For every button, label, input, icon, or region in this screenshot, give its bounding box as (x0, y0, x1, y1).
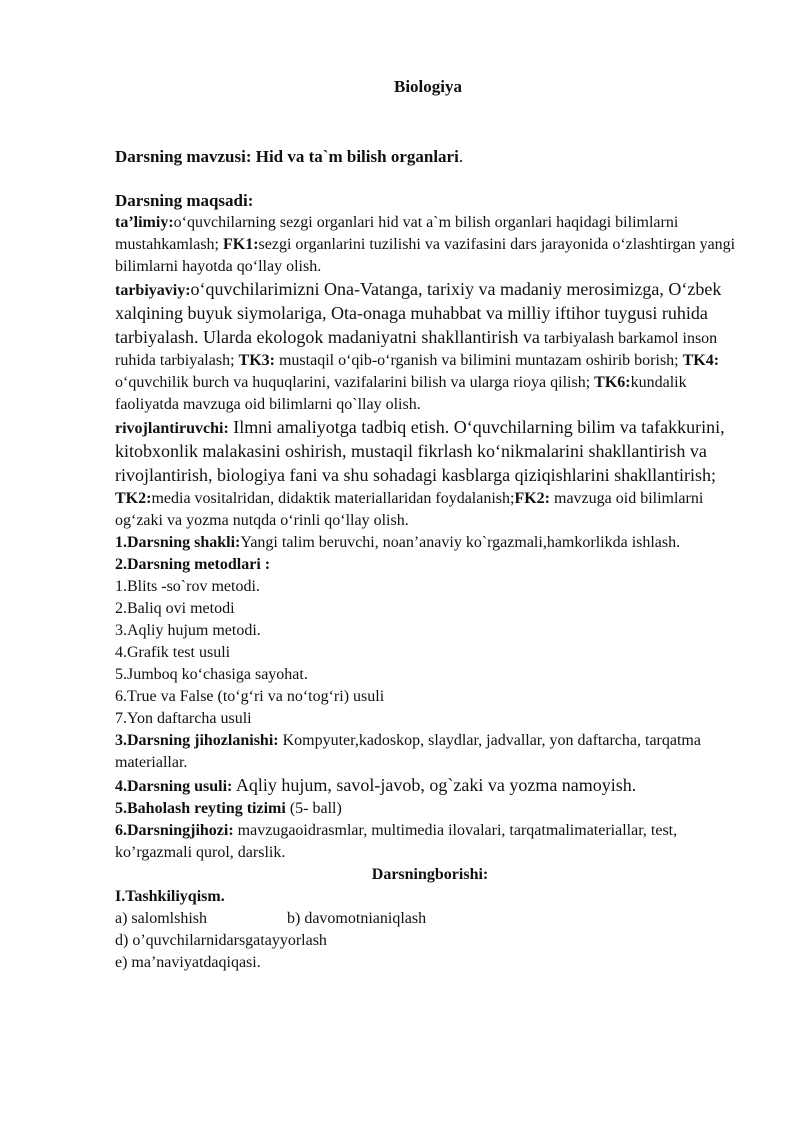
metodlari-label: 2.Darsning metodlari : (115, 556, 271, 573)
jihozlanishi-label: 3.Darsning jihozlanishi: (115, 732, 279, 749)
tarbiyaviy-text-2: tarbiyalash barkamol inson ruhida tarbiyalash; (115, 330, 718, 369)
method-item: 6.True va False (to‘g‘ri va no‘tog‘ri) usuli (115, 688, 385, 705)
talimiy-text: o‘quvchilarning sezgi organlari hid vat a`m bilish organlari haqidagi bilimlarni mustahkamlash; (115, 214, 679, 253)
method-item: 7.Yon daftarcha usuli (115, 710, 252, 727)
jihozi-text: mavzugaoidrasmlar, multimedia ilovalari, tarqatmalimateriallar, test, ko’rgazmali qurol, darslik. (115, 822, 678, 861)
fk2-label: FK2: (514, 490, 550, 507)
tarbiyaviy-paragraph (115, 278, 745, 416)
fk1-text: sezgi organlarini tuzilishi va vazifasini dars jarayonida o‘zlashtirgan yangi bilimlarni hayotda qo‘llay olish. (115, 236, 736, 275)
tarbiyaviy-label: tarbiyaviy: (115, 282, 191, 299)
talimiy-paragraph (115, 212, 745, 278)
tashkiliy-item-a: a) salomlshish (115, 910, 207, 927)
talimiy-label: ta’limiy: (115, 214, 174, 231)
jihozlanishi-text: Kompyuter,kadoskop, slaydlar, jadvallar, yon daftarcha, tarqatma materiallar. (115, 732, 701, 771)
topic-value: Hid va ta`m bilish organlari (255, 147, 459, 166)
baholash-label: 5.Baholash reyting tizimi (115, 800, 286, 817)
tashkiliy-label: I.Tashkiliyqism. (115, 888, 225, 905)
jihozlanishi-paragraph (115, 730, 745, 774)
document-title: Biologiya (393, 77, 462, 96)
method-item: 4.Grafik test usuli (115, 644, 231, 661)
topic-label: Darsning mavzusi: (115, 147, 252, 166)
borishi-heading: Darsningborishi: (371, 866, 489, 883)
usuli-label: 4.Darsning usuli: (115, 778, 233, 795)
fk2-text: mavzuga oid bilimlarni og‘zaki va yozma nutqda o‘rinli qo‘llay olish. (115, 490, 704, 529)
lesson-topic (115, 146, 745, 168)
method-item: 2.Baliq ovi metodi (115, 600, 235, 617)
tk2-label: TK2: (115, 490, 152, 507)
tashkiliy-item-b: b) davomotnianiqlash (287, 910, 427, 927)
baholash-paragraph (115, 798, 745, 820)
jihozi-paragraph (115, 820, 745, 864)
tashkiliy-item-e: e) ma’naviyatdaqiqasi. (115, 954, 261, 971)
tk3-label: TK3: (238, 352, 275, 369)
usuli-text: Aqliy hujum, savol-javob, og`zaki va yozma namoyish. (232, 775, 637, 795)
tk4-text: o‘quvchilik burch va huquqlarini, vazifalarini bilish va ularga rioya qilish; (115, 374, 595, 391)
shakli-label: 1.Darsning shakli: (115, 534, 241, 551)
tarbiyaviy-text: o‘quvchilarimizni Ona-Vatanga, tarixiy va madaniy merosimizga, O‘zbek xalqining buyuk siymolariga, Ota-onaga muhabbat va milliy iftihor tuygusi ruhida tarbiyalash. Ularda ekologok madaniyatni shakllantirish va (115, 279, 722, 347)
shakli-paragraph (115, 532, 745, 554)
usuli-paragraph (115, 774, 745, 798)
tashkiliy-heading (115, 886, 745, 908)
method-item: 1.Blits -so`rov metodi. (115, 578, 260, 595)
goal-heading: Darsning maqsadi: (115, 191, 254, 210)
rivojlantiruvchi-text: Ilmni amaliyotga tadbiq etish. O‘quvchilarning bilim va tafakkurini, kitobxonlik malakasini oshirish, mustaqil fikrlash ko‘nikmalarini shakllantirish va rivojlantirish, biologiya fani va shu sohadagi kasblarga qiziqishlarini shakllantirish; (115, 417, 725, 485)
metodlari-heading (115, 554, 745, 576)
rivojlantiruvchi-label: rivojlantiruvchi: (115, 420, 229, 437)
tk2-text: media vositalridan, didaktik materiallaridan foydalanish; (151, 490, 515, 507)
document-body (115, 212, 745, 974)
rivojlantiruvchi-paragraph (115, 416, 745, 532)
method-item: 5.Jumboq ko‘chasiga sayohat. (115, 666, 308, 683)
tashkiliy-item-ab (115, 908, 745, 930)
fk1-label: FK1: (222, 236, 259, 253)
tk4-label: TK4: (682, 352, 720, 369)
method-item: 3.Aqliy hujum metodi. (115, 622, 261, 639)
baholash-text: (5- ball) (285, 800, 342, 817)
tk3-text: mustaqil o‘qib-o‘rganish va bilimini muntazam oshirib borish; (274, 352, 683, 369)
tk6-label: TK6: (594, 374, 631, 391)
tk6-text: kundalik faoliyatda mavzuga oid bilimlarni qo`llay olish. (115, 374, 687, 413)
tashkiliy-item-d: d) o’quvchilarnidarsgatayyorlash (115, 932, 327, 949)
jihozi-label: 6.Darsningjihozi: (115, 822, 234, 839)
topic-end: . (458, 147, 464, 166)
shakli-text: Yangi talim beruvchi, noan’anaviy ko`rgazmali,hamkorlikda ishlash. (240, 534, 681, 551)
